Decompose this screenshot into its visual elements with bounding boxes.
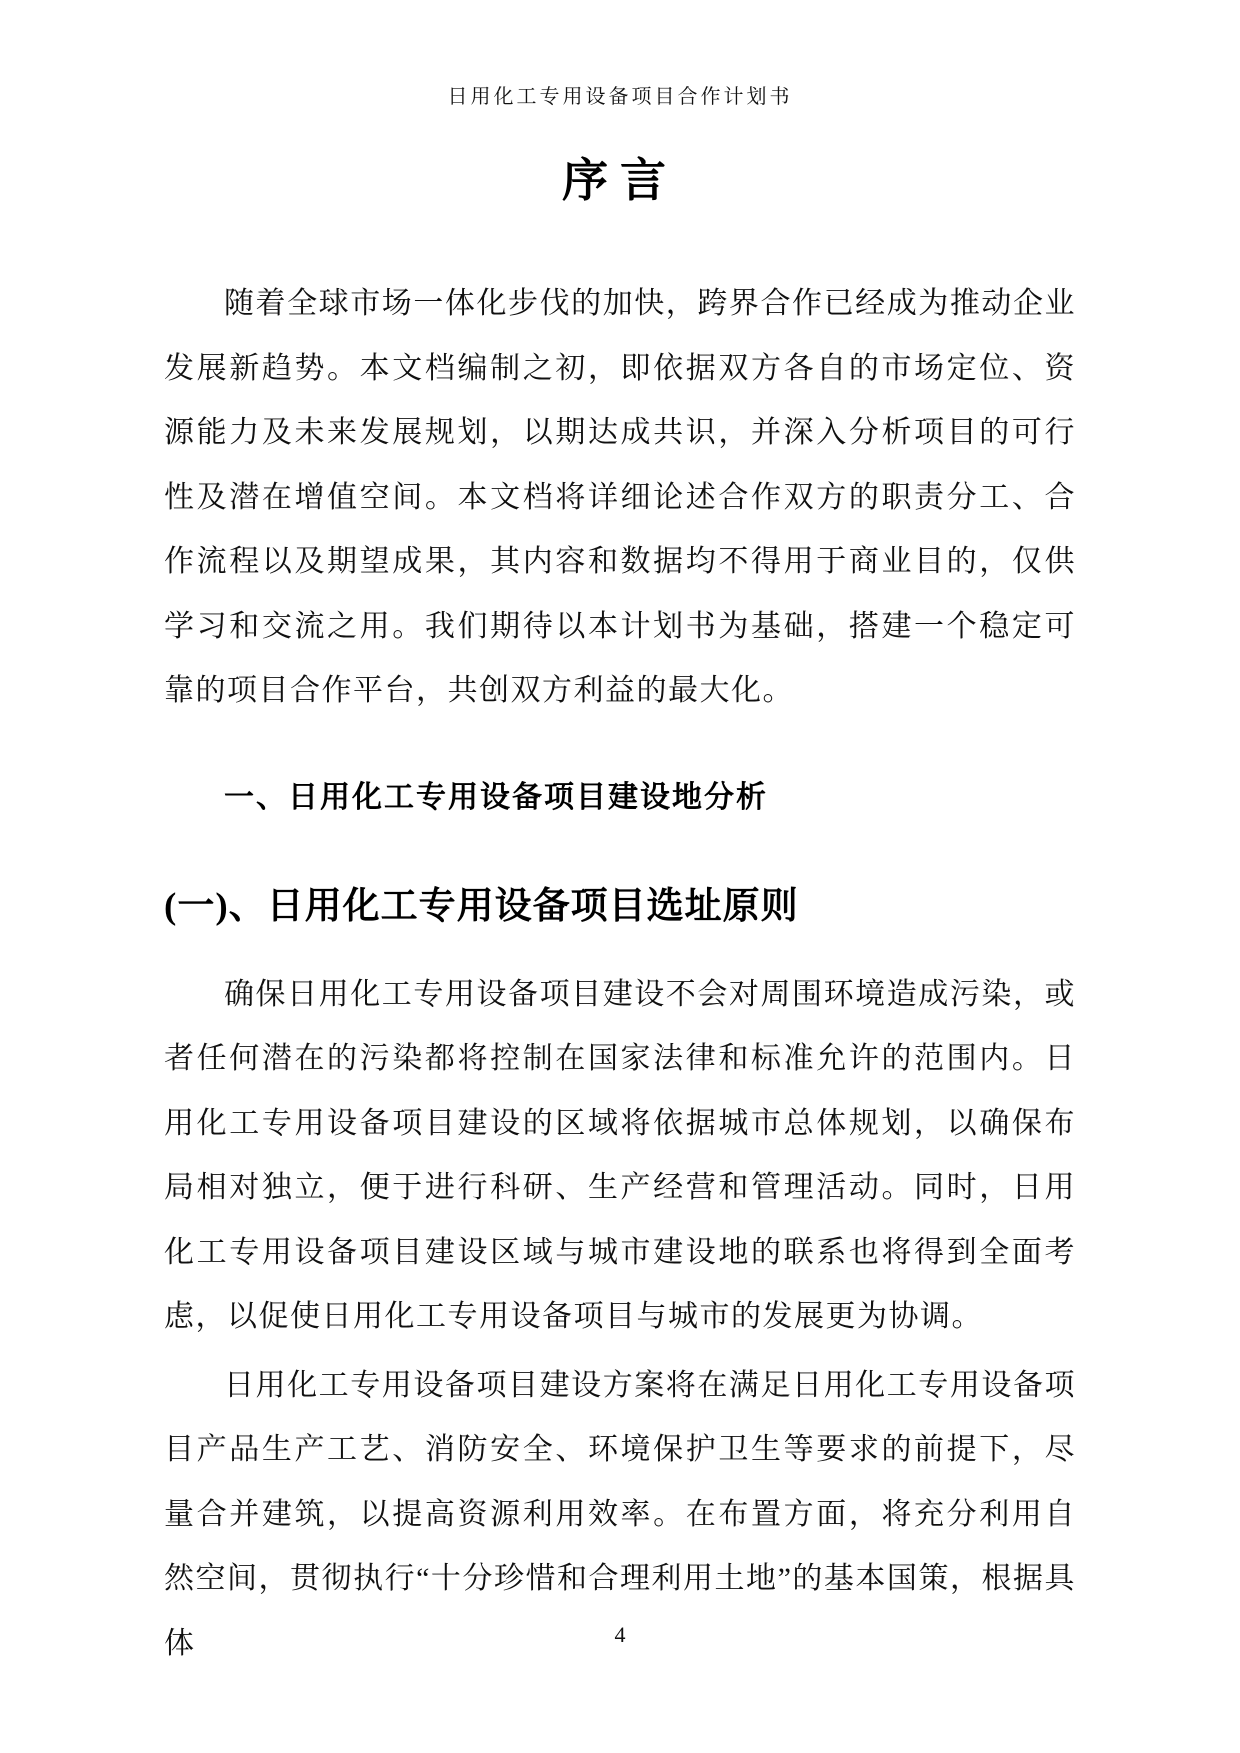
paragraph-preface: 随着全球市场一体化步伐的加快，跨界合作已经成为推动企业发展新趋势。本文档编制之初，即依据双方各自的市场定位、资源能力及未来发展规划，以期达成共识，并深入分析项目的可行性及潜在增值空间。本文档将详细论述合作双方的职责分工、合作流程以及期望成果，其内容和数据均不得用于商业目的，仅供学习和交流之用。我们期待以本计划书为基础，搭建一个稳定可靠的项目合作平台，共创双方利益的最大化。	[164, 287, 1076, 707]
heading-section-1: 一、日用化工专用设备项目建设地分析	[224, 780, 768, 814]
paragraph-construction-plan: 日用化工专用设备项目建设方案将在满足日用化工专用设备项目产品生产工艺、消防安全、环境保护卫生等要求的前提下，尽量合并建筑，以提高资源利用效率。在布置方面，将充分利用自然空间，贯彻执行“十分珍惜和合理利用土地”的基本国策，根据具体	[164, 1368, 1076, 1660]
page-number: 4	[614, 1622, 626, 1647]
heading-subsection-1-1: (一)、日用化工专用设备项目选址原则	[164, 885, 799, 927]
document-body	[164, 272, 1076, 1676]
page-header-title: 日用化工专用设备项目合作计划书	[447, 86, 793, 108]
document-title: 序言	[562, 155, 678, 206]
paragraph-site-selection: 确保日用化工专用设备项目建设不会对周围环境造成污染，或者任何潜在的污染都将控制在国家法律和标准允许的范围内。日用化工专用设备项目建设的区域将依据城市总体规划，以确保布局相对独立，便于进行科研、生产经营和管理活动。同时，日用化工专用设备项目建设区域与城市建设地的联系也将得到全面考虑，以促使日用化工专用设备项目与城市的发展更为协调。	[164, 977, 1076, 1333]
